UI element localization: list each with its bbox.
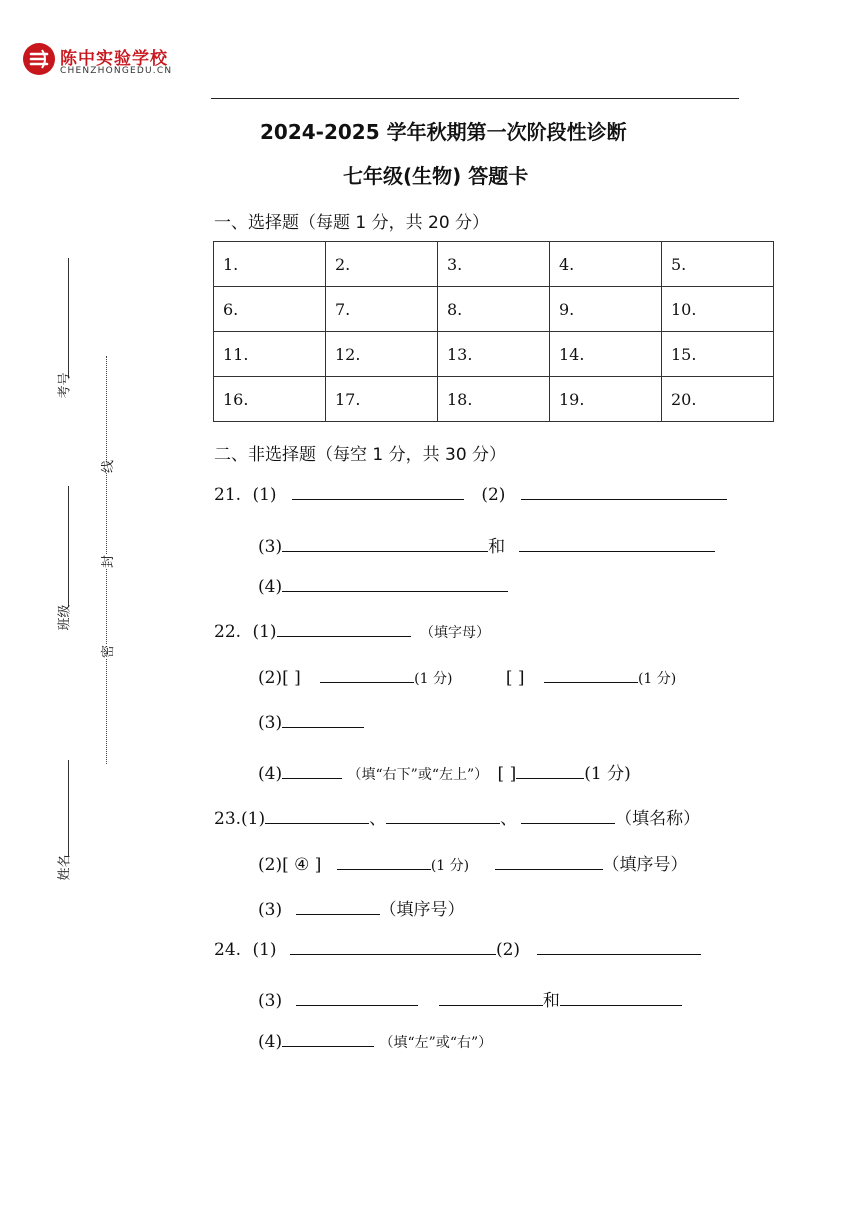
question-24-line3: (4) （填“左”或“右”）	[258, 1032, 493, 1052]
answer-blank[interactable]	[296, 1004, 418, 1006]
point-note: (1 分)	[637, 671, 677, 687]
question-21-line3: (4)	[258, 577, 508, 597]
answer-cell[interactable]: 4.	[550, 242, 662, 287]
exam-number-line[interactable]	[68, 258, 69, 378]
seal-label-mi: 密	[95, 645, 118, 658]
answer-blank[interactable]	[337, 868, 431, 870]
header-rule	[211, 98, 739, 99]
answer-cell[interactable]: 7.	[326, 287, 438, 332]
answer-bracket[interactable]: [ ]	[282, 668, 301, 688]
answer-blank[interactable]	[386, 822, 500, 824]
answer-blank[interactable]	[519, 550, 715, 552]
question-23-line2: (2)[ ④ ] (1 分) （填序号）	[258, 855, 688, 875]
answer-blank[interactable]	[320, 681, 414, 683]
question-22-line4: (4) （填“右下”或“左上”） [ ] (1 分)	[258, 764, 631, 784]
answer-bracket[interactable]: [ ]	[497, 764, 517, 784]
hint-text: （填“左”或“右”）	[379, 1035, 493, 1051]
hint-text: （填名称）	[615, 809, 701, 829]
answer-blank[interactable]	[521, 822, 615, 824]
seal-label-xian: 线	[95, 460, 118, 473]
table-row	[214, 332, 774, 377]
answer-cell[interactable]: 10.	[662, 287, 774, 332]
hint-text: （填字母）	[419, 625, 490, 641]
answer-cell[interactable]: 20.	[662, 377, 774, 422]
answer-blank[interactable]	[521, 498, 727, 500]
question-21-line1: 21. (1) (2)	[214, 485, 727, 505]
answer-blank[interactable]	[439, 1004, 543, 1006]
class-label: 班级	[57, 604, 73, 631]
question-number: 23.	[214, 809, 242, 829]
answer-cell[interactable]: 12.	[326, 332, 438, 377]
answer-blank[interactable]	[282, 726, 364, 728]
answer-cell[interactable]: 19.	[550, 377, 662, 422]
question-number: 24.	[214, 940, 242, 960]
answer-blank[interactable]	[544, 681, 638, 683]
hint-text: （填序号）	[602, 855, 688, 875]
answer-cell[interactable]: 6.	[214, 287, 326, 332]
answer-cell[interactable]: 9.	[550, 287, 662, 332]
question-22-line3: (3)	[258, 713, 364, 733]
answer-blank[interactable]	[537, 953, 701, 955]
question-23-line1: 23.(1) 、 、 （填名称）	[214, 809, 701, 829]
section-open-heading: 二、非选择题（每空 1 分，共 30 分）	[214, 445, 507, 465]
answer-blank[interactable]	[265, 822, 369, 824]
hint-text: （填“右下”或“左上”）	[347, 767, 489, 783]
question-number: 21.	[214, 485, 242, 505]
answer-blank[interactable]	[292, 498, 464, 500]
question-23-line3: (3) （填序号）	[258, 900, 465, 920]
school-name: 陈中实验学校	[60, 49, 168, 69]
answer-cell[interactable]: 14.	[550, 332, 662, 377]
question-22-line1: 22. (1) （填字母）	[214, 622, 490, 642]
answer-cell[interactable]: 8.	[438, 287, 550, 332]
answer-cell[interactable]: 18.	[438, 377, 550, 422]
question-24-line2: (3) 和	[258, 986, 682, 1011]
hint-text: （填序号）	[379, 900, 465, 920]
question-21-line2: (3) 和	[258, 532, 715, 557]
answer-blank[interactable]	[282, 777, 342, 779]
point-note: (1 分)	[414, 671, 453, 687]
section-choice-heading: 一、选择题（每题 1 分，共 20 分）	[214, 213, 490, 233]
answer-blank[interactable]	[282, 550, 488, 552]
answer-cell[interactable]: 11.	[214, 332, 326, 377]
student-name-line[interactable]	[68, 760, 69, 856]
answer-cell[interactable]: 3.	[438, 242, 550, 287]
choice-answer-grid	[213, 241, 774, 422]
question-number: 22.	[214, 622, 242, 642]
exam-title: 2024-2025 学年秋期第一次阶段性诊断	[260, 120, 627, 144]
answer-blank[interactable]	[282, 1045, 374, 1047]
student-name-label: 姓名	[57, 854, 73, 881]
answer-blank[interactable]	[290, 953, 496, 955]
answer-cell[interactable]: 1.	[214, 242, 326, 287]
point-note: (1 分)	[430, 858, 470, 874]
answer-cell[interactable]: 17.	[326, 377, 438, 422]
answer-cell[interactable]: 16.	[214, 377, 326, 422]
answer-bracket[interactable]: [ ]	[505, 668, 525, 688]
answer-blank[interactable]	[560, 1004, 682, 1006]
answer-cell[interactable]: 15.	[662, 332, 774, 377]
point-note: (1 分)	[584, 764, 631, 784]
answer-cell[interactable]: 5.	[662, 242, 774, 287]
answer-blank[interactable]	[495, 868, 603, 870]
answer-cell[interactable]: 13.	[438, 332, 550, 377]
answer-bracket[interactable]: [ ④ ]	[282, 855, 322, 875]
answer-blank[interactable]	[277, 635, 411, 637]
answer-sheet-title: 七年级(生物) 答题卡	[343, 164, 529, 188]
table-row	[214, 242, 774, 287]
answer-blank[interactable]	[282, 590, 508, 592]
answer-blank[interactable]	[296, 913, 380, 915]
question-22-line2: (2)[ ] (1 分) [ ] (1 分)	[258, 668, 677, 688]
answer-cell[interactable]: 2.	[326, 242, 438, 287]
class-line[interactable]	[68, 486, 69, 606]
table-row	[214, 377, 774, 422]
seal-label-feng: 封	[95, 555, 118, 568]
school-emblem-icon	[22, 42, 56, 76]
question-24-line1: 24. (1) (2)	[214, 940, 701, 960]
table-row	[214, 287, 774, 332]
answer-blank[interactable]	[516, 777, 584, 779]
school-domain: CHENZHONGEDU.CN	[60, 66, 173, 76]
exam-number-label: 考号	[57, 372, 73, 399]
